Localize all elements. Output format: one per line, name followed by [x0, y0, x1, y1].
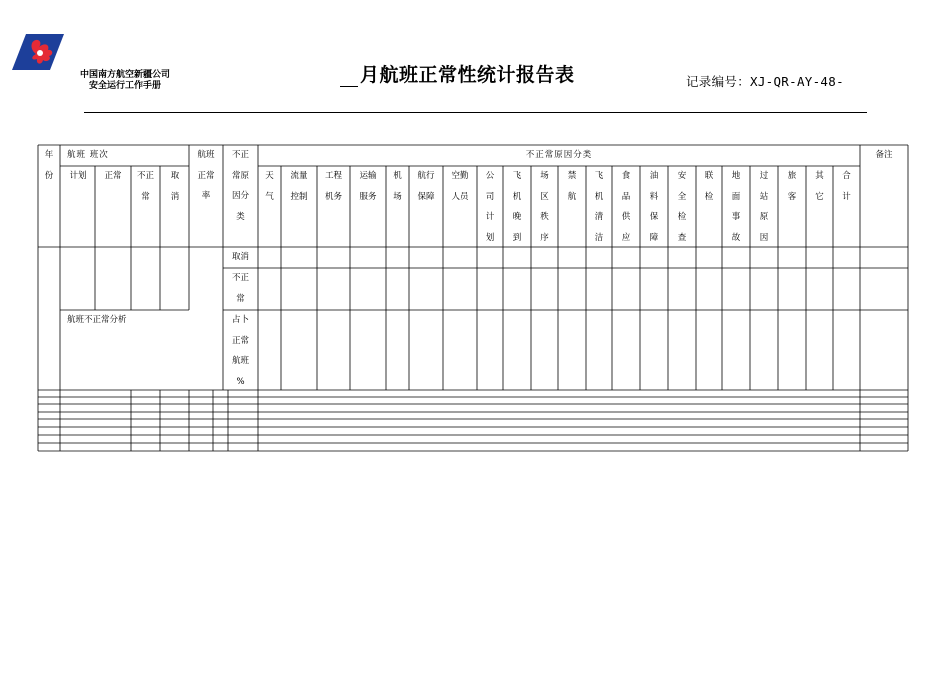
reason-col-label: 过 站 原 因 [759, 171, 769, 243]
col-year-label: 年 份 [44, 150, 54, 181]
row-cancel-label: 取消 [231, 252, 249, 262]
reason-col-label: 航行 保障 [417, 171, 435, 202]
reason-col-label: 工程 机务 [324, 171, 342, 202]
reason-col-label: 飞 机 清 洁 [594, 171, 604, 243]
reason-col-label: 地 面 事 故 [731, 171, 741, 243]
reason-col-label: 运输 服务 [359, 171, 377, 202]
record-number: 记录编号：XJ-QR-AY-48- [686, 74, 844, 89]
reason-col-label: 合 计 [842, 171, 851, 202]
col-plan-label: 计划 [69, 171, 87, 181]
col-rate-label: 航班 正常 率 [197, 150, 215, 201]
reason-col-label: 流量 控制 [290, 171, 308, 202]
reason-col-label: 油 料 保 障 [649, 171, 659, 243]
reason-col-label: 机 场 [393, 171, 402, 202]
col-cancel-label: 取 消 [170, 171, 180, 202]
reason-col-label: 禁 航 [567, 171, 577, 202]
reason-col-label: 飞 机 晚 到 [512, 171, 522, 243]
row-percent-label: 占卜 正常 航班 % [231, 315, 249, 387]
reason-col-label: 安 全 检 查 [677, 171, 687, 243]
reason-col-label: 公 司 计 划 [485, 171, 495, 243]
reasons-header-label: 不正常原因分类 [525, 150, 593, 160]
reason-col-label: 空勤 人员 [451, 171, 469, 202]
reason-col-label: 食 品 供 应 [621, 171, 631, 243]
col-normal-label: 正常 [104, 171, 122, 181]
col-reason-category-label: 不正 常原 因分 类 [231, 150, 249, 222]
reason-col-label: 场 区 秩 序 [540, 171, 549, 243]
reason-col-label: 其 它 [815, 171, 824, 202]
row-abnormal-label: 不正 常 [231, 273, 249, 304]
analysis-label: 航班不正常分析 [67, 315, 127, 325]
reason-col-label: 旅 客 [787, 171, 797, 202]
company-line-2: 安全运行工作手册 [88, 81, 161, 91]
col-abnormal-label: 不正 常 [136, 171, 154, 202]
title-text: 月航班正常性统计报告表 [360, 64, 575, 86]
col-remark-label: 备注 [875, 150, 893, 160]
reason-col-label: 天 气 [265, 171, 274, 202]
reason-col-label: 联 检 [704, 171, 714, 202]
col-flights-label: 航班 班次 [67, 150, 109, 160]
company-line-1: 中国南方航空新疆公司 [79, 70, 170, 80]
